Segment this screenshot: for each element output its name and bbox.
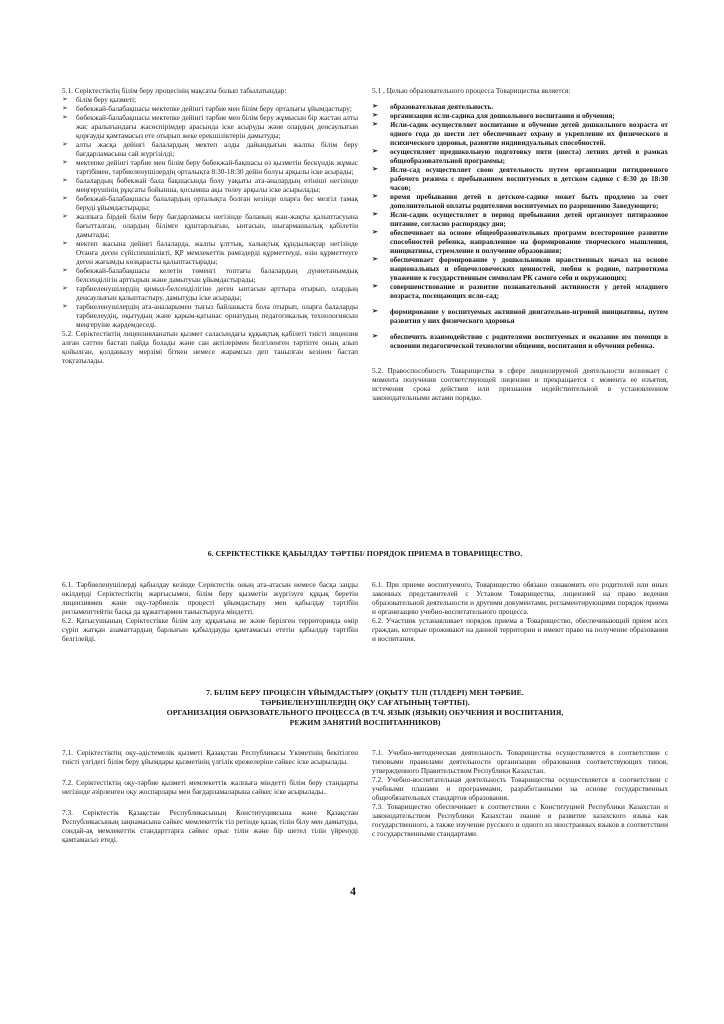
clause-6-2-ru: 6.2. Участник устанавливает порядок приема в Товарищество, обеспечивающий прием всех граждан, которые проживают на данной территории и имеют право на получение образования и воспитания. <box>372 616 668 643</box>
goal-item-kz-11: ➢ тәрбиеленушілердің қимыл-белсенділігіне деген ынтасын арттыра отырып, олардың денсаулығын қалыптастыру, дамытуды іске асырады; <box>62 284 358 302</box>
clause-5-2-ru: 5.2. Правоспособность Товарищества в сфере лицензируемой деятельности возникает с момента получения соответствующей лицензии и прекращается с момента ее изъятия, истечения срока действия или признания недействительной в установленном законодательными актами порядке. <box>372 366 668 402</box>
goal-item-kz-6: ➢ балалардың бөбекжай бала бақшасында болу уақыты ата-аналардың өтініші негізінде меңгерушінің рұқсаты бойынша, қосымша ақы төлеу арқылы іске асырылады; <box>62 176 358 194</box>
clause-7-1-ru: 7.1. Учебно-методическая деятельность Товарищества осуществляется в соответствии с типовыми правилами деятельности организации образования соответствующих типов, утвержденного Правительством Республики Казахстан. <box>372 748 668 775</box>
section-7-heading-line-3: ОРГАНИЗАЦИЯ ОБРАЗОВАТЕЛЬНОГО ПРОЦЕССА (В Т.Ч. ЯЗЫК (ЯЗЫКИ) ОБУЧЕНИЯ И ВОСПИТАНИЯ, <box>166 708 564 717</box>
section-7-heading <box>60 688 670 728</box>
goal-item-kz-12: ➢ тәрбиеленушілердің ата-аналарымен тығыз байланыста бола отырып, оларға балаларды тәрбиелеудің, оқытудың және қарым-қатынас орнатудың педагогикалық технологиясын меңгеруіне жәрдемдеседі. <box>62 302 358 329</box>
section-7-russian <box>372 748 668 838</box>
clause-5-1-intro-kz: 5.1. Серіктестіктің білім беру процесінің мақсаты болып табылатындар: <box>62 86 287 95</box>
section-6-russian <box>372 580 668 643</box>
section-7-heading-line-1: 7. БІЛІМ БЕРУ ПРОЦЕСІН ҰЙЫМДАСТЫРУ (ОҚЫТУ ТІЛІ (ТІЛДЕРІ) МЕН ТӘРБИЕ. <box>206 688 524 697</box>
goal-item-kz-4: ➢ алты жасқа дейінгі балалардың мектеп алды дайындығын жалпы білім беру бағдарламасына сай жүргізілді; <box>62 140 358 158</box>
section-7-heading-line-2: ТӘРБИЕЛЕНУШІЛЕРДІҢ ОҚУ САҒАТЫНЫҢ ТӘРТІБІ). <box>260 698 470 707</box>
goal-item-ru-3: ➢ Ясли-садик осуществляет воспитание и обучение детей дошкольного возраста от одного года до шести лет обеспечивает охрану и укрепление их физического и психического здоровья, развитие индивидуальных способностей. <box>372 120 668 147</box>
page-number: 4 <box>350 884 356 898</box>
clause-6-1-kz: 6.1. Тәрбиеленушілерді қабылдау кезінде Серіктестік оның ата-атасын немесе басқа заңды өкілдерді Серіктестіктің жарғысымен, білім беру қызметін жүргізуге құқық беретін лицензиямен және оқу-тәрбиелік процесті ұйымдастыру мен қабылдау тәртібін регламенттейтін басқа да құжаттармен таныстыруға міндетті. <box>62 580 358 616</box>
clause-7-2-kz: 7.2. Серіктестіктің оқу-тәрбие қызметі мемлекеттік жалпыға міндетті білім беру стандарты негізінде әзірленген оқу жоспарлары мен бағдарламаларына сәйкес іске асырылады.. <box>62 778 358 796</box>
goal-item-kz-7: ➢ бөбекжай-балабақшасы балалардың орталықта болған кезінде оларға бес мезгіл тамақ беруді ұйымдастырады; <box>62 194 358 212</box>
goal-item-ru-10: ➢ совершенствование и развитие познавательной активности у детей младшего возраста, посещающих ясли-сад; <box>372 282 668 300</box>
clause-7-2-ru: 7.2. Учебно-воспитательная деятельность Товарищества осуществляется в соответствии с учебными планами и программами, разработанными на основе государственных общеобязательных стандартов образования. <box>372 775 668 802</box>
goal-item-ru-9: ➢ обеспечивает формирование у дошкольников нравственных начал на основе национальных и общечеловеческих ценностей, любви к родине, патриотизма уважение к государственным символам РК самого себя и окружающих; <box>372 255 668 282</box>
goal-item-ru-12: ➢ обеспечить взаимодействие с родителями воспитуемых и оказание им помощи в освоении педагогической технологии общения, воспитания и обучения ребенка. <box>372 332 668 350</box>
goal-item-ru-8: ➢ обеспечивает на основе общеобразовательных программ всестороннее развитие способностей ребенка, направленное на формирование творческого мышления, инициативы, стремление и получение образования; <box>372 228 668 255</box>
goal-item-ru-11: ➢ формирование у воспитуемых активной двигательно-игровой инициативы, путем развития у них физического здоровья <box>372 307 668 325</box>
section-6-heading: 6. СЕРІКТЕСТІККЕ ҚАБЫЛДАУ ТӘРТІБІ/ ПОРЯДОК ПРИЕМА В ТОВАРИЩЕСТВО. <box>207 549 523 558</box>
goal-item-kz-9: ➢ мектеп жасына дейінгі балаларда, жалпы ұлттық, халықтық құндылықтар негізінде Отанға деген сүйіспеншілікті, ҚР мемлекеттік рәміздерді құрметтеуді, өзін құрметтеуге деген жағымды көзқарасты қалыптастырады; <box>62 239 358 266</box>
section-5-kazakh <box>62 86 358 365</box>
clause-5-2-kz: 5.2. Серіктестіктің лицензияланатын қызмет саласындағы құқықтық қабілеті тиісті лицензия алған сәттен бастап пайда болады және сан актілерімен белгіленген тәртіпте оның алып қойылған, қолданылу мерзімі біткен немесе жарамсыз деп танылған кезінен бастап тоқтатылады. <box>62 329 358 365</box>
clause-7-3-kz: 7.3. Серіктестік Қазақстан Республикасының Конституциясына және Қазақстан Республикасының заңнамасына сәйкес мемлекеттік тіл ретінде қазақ тілін білу мен дамытуды, сондай-ақ мемлекеттік стандарттарға сәйкес орыс тілін және бір шетел тілін үйренуді қамтамасыз етеді. <box>62 808 358 844</box>
goal-item-ru-1: ➢ образовательная деятельность. <box>372 102 668 111</box>
goal-item-kz-3: ➢ бөбекжай-балабақшасы мектепке дейінгі тәрбие мен білім беру жұмысын бір жастан алты жас аралығындағы жасөспірімдер арасында іске асыруды және олардың денсаулығын қорғауды қамтамасыз ете отырып жеке ерекшіліктерін дамытуды; <box>62 113 358 140</box>
goal-item-ru-5: ➢ Ясли-сад осуществляет свою деятельность путем организации пятидневного рабочего режима с пребыванием воспитуемых в детском садике с 8:30 до 18:30 часов; <box>372 165 668 192</box>
clause-7-3-ru: 7.3. Товарищество обеспечивает в соответствии с Конституцией Республики Казахстан и законодательством Республики Казахстан знание и развитие казахского языка как государственного, а также изучение русского и одного из иностранных языков в соответствии с государственными стандартами. <box>372 802 668 838</box>
clause-7-1-kz: 7.1. Серіктестіктің оқу-әдістемелік қызметі Қазақстан Республикасы Үкіметінің бекітілген тиісті үлгідегі білім беру ұйымдары қызметінің үлгілік ережелеріне сәйкес іске асырылады. <box>62 748 358 766</box>
section-7-heading-line-4: РЕЖИМ ЗАНЯТИЙ ВОСПИТАННИКОВ) <box>289 718 441 727</box>
goal-item-ru-4: ➢ осуществляет предшкольную подготовку пяти (шеста) летних детей в рамках общеобразовательной программы; <box>372 147 668 165</box>
section-5-russian <box>372 86 668 402</box>
goal-item-ru-2: ➢ организация ясли-садика для дошкольного воспитания и обучения; <box>372 111 668 120</box>
goal-item-ru-7: ➢ Ясли-садик осуществляет в период пребывания детей организует пятиразовое питание, согласно распорядку дня; <box>372 210 668 228</box>
clause-5-1-intro-ru: 5.1 , Целью образовательного процесса Товарищества является: <box>372 86 571 95</box>
goal-item-kz-10: ➢ бөбекжай-балабақшасы келетін төменгі топтағы балалардың дүниетанымдық белсенділігін арттырын және дамытуын ұйымдастырады; <box>62 266 358 284</box>
goal-item-ru-6: ➢ время пребывания детей в детском-садике может быть продлено за счет дополнительной оплаты родителями воспитуемых по разрешению Заведующего; <box>372 192 668 210</box>
goals-list-kz <box>62 95 358 329</box>
clause-6-1-ru: 6.1. При приеме воспитуемого, Товарищество обязано ознакомить его родителей или иных законных представителей с Уставом Товарищества, лицензией на право ведения образовательной деятельности и другими документами, регламентирующими порядок приема и организацию учебно-воспитательного процесса. <box>372 580 668 616</box>
goal-item-kz-5: ➢ мектепке дейінгі тәрбие мен білім беру бөбекжай-бақшасы өз қызметін бескүндік жұмыс тәртібімен, тәрбиеленушілердің орталықта 8:30-18:30 дейін болуы арқылы іске асырады; <box>62 158 358 176</box>
goals-list-ru <box>372 102 668 350</box>
section-6-kazakh <box>62 580 358 643</box>
section-7-kazakh <box>62 748 358 844</box>
clause-6-2-kz: 6.2. Қатысушының Серіктестікке білім алу құқығына ие және берілген территорияда өмір сүріп жатқан азаматтардың барлығын қабылдауды қамтамасыз ететін қабылдау тәртібін белгілейді. <box>62 616 358 643</box>
goal-item-kz-2: ➢ бөбекжай-балабақшасы мектепке дейінгі тәрбие мен білім беру орталығы ұйымдастыру; <box>62 104 358 113</box>
goal-item-kz-1: ➢ білім беру қызметі; <box>62 95 358 104</box>
goal-item-kz-8: ➢ жалпыға бірдей білім беру бағдарламасы негізінде баланың жан-жақты қалыптасуына бағытталған, олардың білімге құштарлығын, ынтасын, шығармашылық қабілетін дамытады; <box>62 212 358 239</box>
